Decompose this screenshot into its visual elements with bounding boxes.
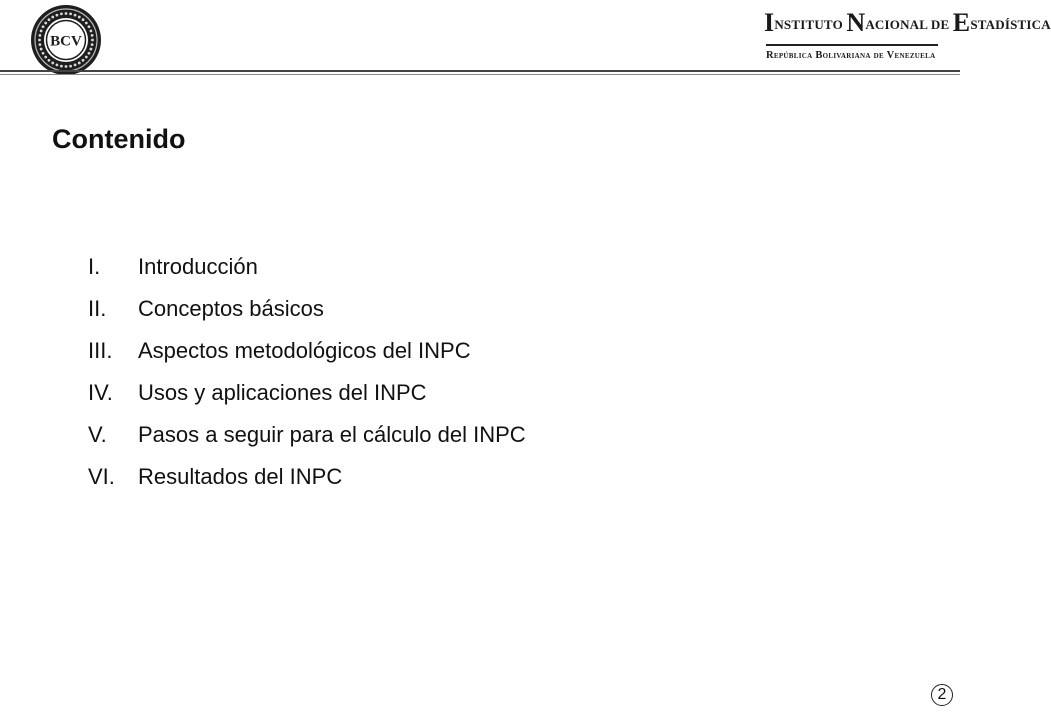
contents-item [88, 380, 526, 422]
item-label: Resultados del INPC [138, 464, 343, 489]
item-label: Usos y aplicaciones del INPC [138, 380, 427, 405]
item-label: Aspectos metodológicos del INPC [138, 338, 471, 363]
item-label: Pasos a seguir para el cálculo del INPC [138, 422, 526, 447]
item-label: Introducción [138, 254, 258, 279]
bcv-seal-logo [30, 4, 102, 76]
contents-item [88, 254, 526, 296]
item-number: II. [88, 296, 107, 321]
bcv-logo-text: BCV [50, 33, 82, 50]
page-number: 2 [931, 684, 953, 706]
ine-logo-subtitle: República Bolivariana de Venezuela [766, 50, 936, 61]
item-number: IV. [88, 380, 113, 405]
ine-logo-name: INSTITUTO NACIONAL DE ESTADÍSTICA [764, 8, 1051, 37]
contents-list [88, 254, 526, 506]
item-number: V. [88, 422, 107, 447]
header-divider-thin [0, 74, 960, 75]
contents-item [88, 464, 526, 506]
contents-item [88, 422, 526, 464]
item-number: III. [88, 338, 113, 363]
header-divider [0, 70, 960, 72]
contents-item [88, 338, 526, 380]
item-number: I. [88, 254, 101, 279]
ine-logo-rule [766, 44, 938, 46]
slide-title: Contenido [52, 124, 186, 154]
ine-logo [760, 4, 1051, 66]
item-number: VI. [88, 464, 115, 489]
contents-item [88, 296, 526, 338]
item-label: Conceptos básicos [138, 296, 324, 321]
